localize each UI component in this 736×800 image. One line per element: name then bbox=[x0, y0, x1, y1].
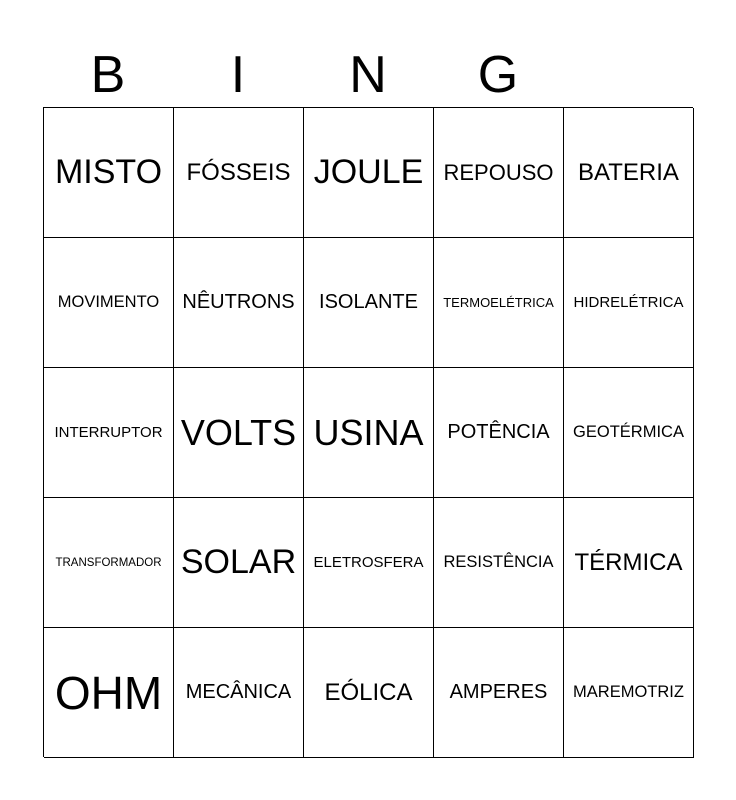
header-letter-n: N bbox=[349, 46, 387, 104]
bingo-cell[interactable] bbox=[44, 628, 174, 758]
cell-label: MISTO bbox=[54, 153, 163, 191]
cell-label: OHM bbox=[54, 666, 163, 719]
cell-label: SOLAR bbox=[180, 543, 297, 581]
bingo-cell[interactable] bbox=[174, 238, 304, 368]
header-letter-blank bbox=[563, 44, 693, 106]
bingo-cell[interactable] bbox=[44, 238, 174, 368]
cell-label: TÉRMICA bbox=[574, 548, 683, 576]
bingo-cell[interactable] bbox=[304, 498, 434, 628]
cell-label: TERMOELÉTRICA bbox=[443, 295, 554, 310]
header-letter-g: G bbox=[477, 46, 519, 104]
cell-label: ELETROSFERA bbox=[313, 554, 424, 571]
bingo-grid bbox=[43, 107, 693, 757]
bingo-header bbox=[43, 44, 693, 106]
bingo-cell[interactable] bbox=[564, 628, 694, 758]
cell-label: FÓSSEIS bbox=[186, 158, 291, 186]
cell-label: AMPERES bbox=[449, 681, 548, 703]
bingo-cell[interactable] bbox=[434, 368, 564, 498]
bingo-cell[interactable] bbox=[434, 628, 564, 758]
cell-label: REPOUSO bbox=[443, 159, 554, 185]
bingo-cell[interactable] bbox=[304, 238, 434, 368]
cell-label: HIDRELÉTRICA bbox=[573, 294, 684, 311]
bingo-cell[interactable] bbox=[564, 368, 694, 498]
bingo-cell[interactable] bbox=[564, 238, 694, 368]
header-letter-b: B bbox=[90, 46, 126, 104]
cell-label: MECÂNICA bbox=[185, 681, 292, 703]
cell-label: NÊUTRONS bbox=[182, 291, 295, 313]
bingo-cell[interactable] bbox=[564, 498, 694, 628]
bingo-cell[interactable] bbox=[44, 498, 174, 628]
cell-label: GEOTÉRMICA bbox=[573, 423, 684, 441]
bingo-cell[interactable] bbox=[434, 238, 564, 368]
bingo-cell[interactable] bbox=[174, 368, 304, 498]
bingo-cell[interactable] bbox=[564, 108, 694, 238]
bingo-cell[interactable] bbox=[434, 108, 564, 238]
cell-label: TRANSFORMADOR bbox=[55, 556, 162, 569]
cell-label: EÓLICA bbox=[324, 678, 413, 706]
cell-label: POTÊNCIA bbox=[447, 421, 550, 443]
bingo-cell[interactable] bbox=[44, 368, 174, 498]
cell-label: JOULE bbox=[313, 153, 424, 191]
bingo-cell[interactable] bbox=[44, 108, 174, 238]
cell-label: MAREMOTRIZ bbox=[573, 683, 684, 701]
bingo-cell[interactable] bbox=[304, 628, 434, 758]
cell-label: ISOLANTE bbox=[319, 291, 418, 313]
cell-label: USINA bbox=[313, 411, 424, 453]
cell-label: INTERRUPTOR bbox=[54, 424, 163, 441]
cell-label: VOLTS bbox=[180, 411, 297, 453]
bingo-cell[interactable] bbox=[174, 628, 304, 758]
bingo-cell[interactable] bbox=[304, 108, 434, 238]
cell-label: RESISTÊNCIA bbox=[443, 553, 554, 571]
bingo-cell[interactable] bbox=[174, 108, 304, 238]
bingo-cell[interactable] bbox=[304, 368, 434, 498]
header-letter-i: I bbox=[230, 46, 246, 104]
cell-label: BATERIA bbox=[578, 158, 679, 186]
bingo-cell[interactable] bbox=[174, 498, 304, 628]
cell-label: MOVIMENTO bbox=[57, 293, 160, 311]
bingo-cell[interactable] bbox=[434, 498, 564, 628]
